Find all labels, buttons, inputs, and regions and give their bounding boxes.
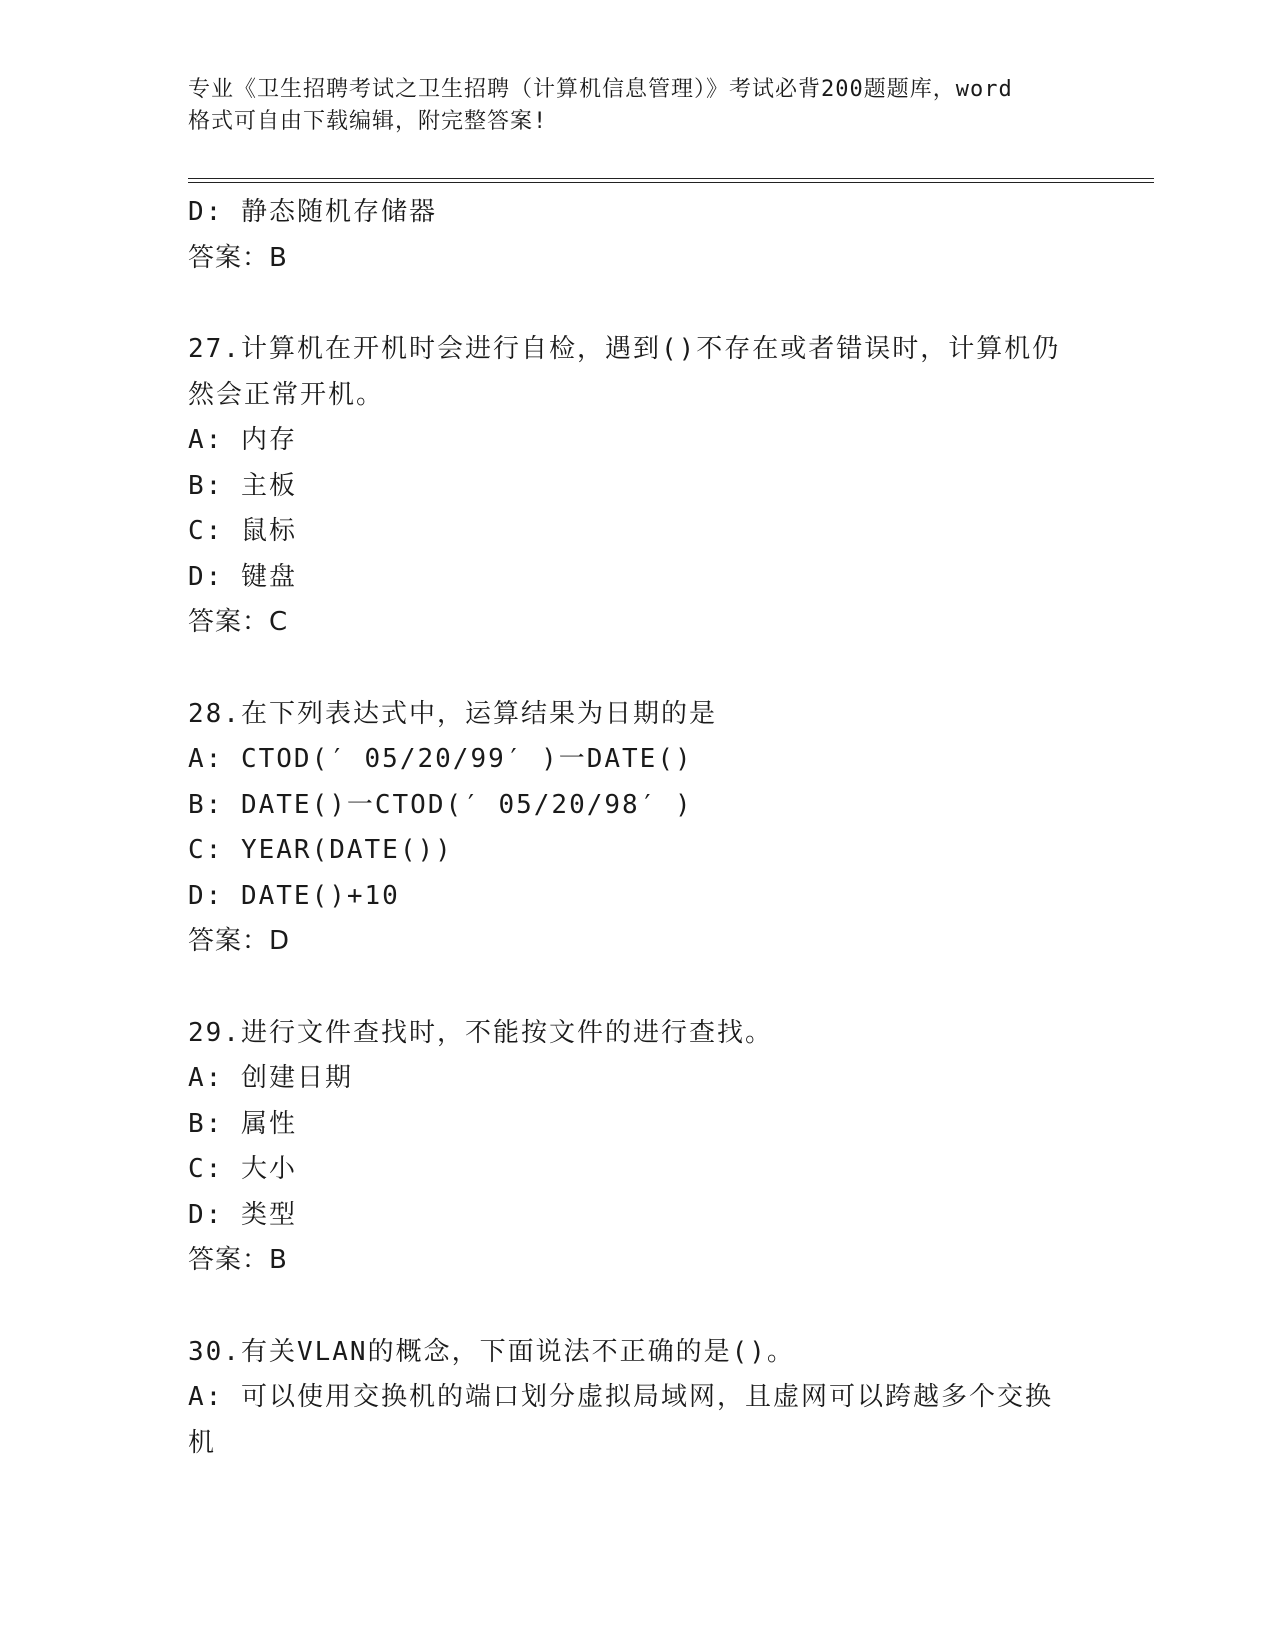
question-28 — [188, 692, 1088, 965]
question-30 — [188, 1330, 1088, 1467]
option-b: B: 属性 — [188, 1108, 297, 1139]
option-d: D: 类型 — [188, 1199, 297, 1230]
option-a-continued: 机 — [188, 1427, 217, 1458]
option-c: C: 大小 — [188, 1154, 297, 1184]
question-stem-continued: 然会正常开机。 — [188, 379, 385, 410]
header-title-line-1: 专业《卫生招聘考试之卫生招聘（计算机信息管理）》考试必背200题题库，word — [188, 77, 1013, 102]
answer: 答案：C — [188, 607, 289, 637]
question-29 — [188, 1011, 1088, 1284]
prev-answer: 答案：B — [188, 242, 288, 273]
answer: 答案：B — [188, 1245, 288, 1275]
question-27 — [188, 327, 1088, 646]
question-stem: 28.在下列表达式中，运算结果为日期的是 — [188, 698, 717, 729]
prev-option-d: D: 静态随机存储器 — [188, 197, 437, 227]
question-stem: 30.有关VLAN的概念，下面说法不正确的是()。 — [188, 1336, 795, 1367]
question-list — [188, 190, 1088, 1466]
question-stem: 27.计算机在开机时会进行自检，遇到()不存在或者错误时，计算机仍 — [188, 334, 1061, 364]
header-divider — [188, 178, 1154, 183]
answer: 答案：D — [188, 926, 291, 956]
option-a: A: 内存 — [188, 425, 297, 455]
option-c: C: 鼠标 — [188, 516, 297, 546]
header-title-line-2: 格式可自由下载编辑，附完整答案! — [188, 109, 548, 134]
option-a: A: 创建日期 — [188, 1063, 353, 1093]
document-header — [188, 74, 1088, 138]
option-b: B: DATE()一CTOD(′ 05/20/98′ ) — [188, 789, 693, 820]
option-d: D: 键盘 — [188, 561, 297, 592]
option-d: D: DATE()+10 — [188, 880, 400, 911]
option-a: A: CTOD(′ 05/20/99′ )一DATE() — [188, 744, 693, 774]
option-c: C: YEAR(DATE()) — [188, 835, 453, 865]
option-a: A: 可以使用交换机的端口划分虚拟局域网，且虚网可以跨越多个交换 — [188, 1382, 1053, 1412]
question-stem: 29.进行文件查找时，不能按文件的进行查找。 — [188, 1017, 773, 1048]
option-b: B: 主板 — [188, 470, 297, 501]
